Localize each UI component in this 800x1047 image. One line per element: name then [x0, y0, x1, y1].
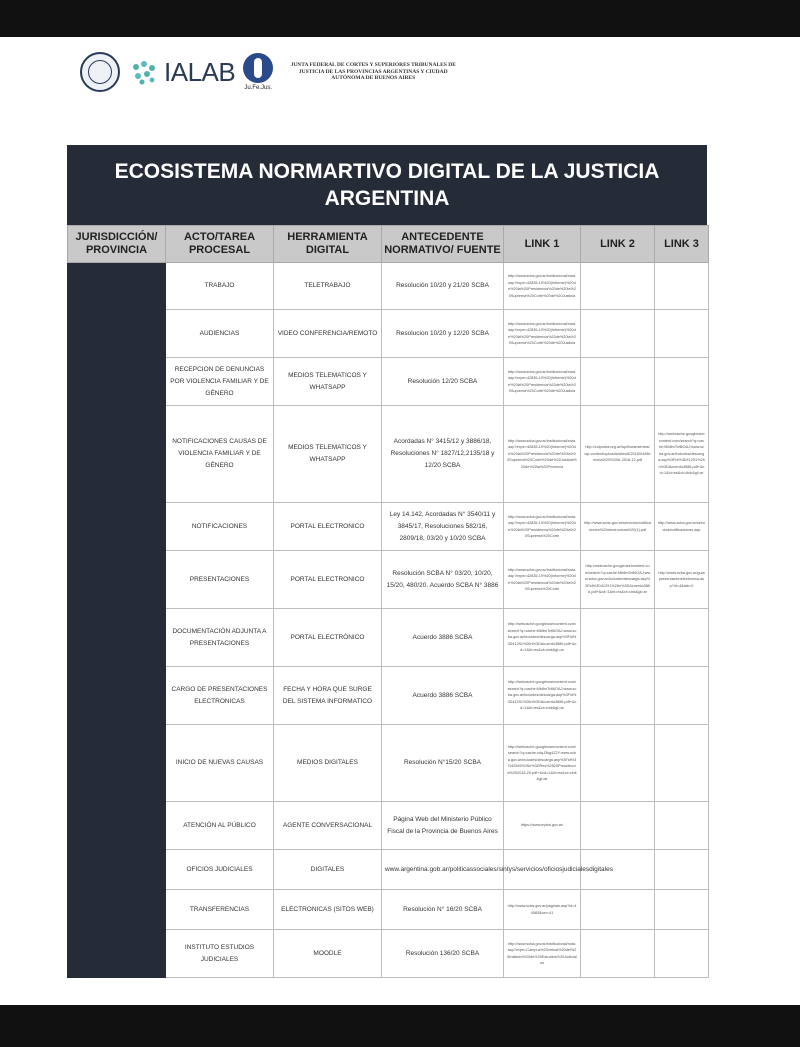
link3-cell: [655, 890, 709, 930]
antecedente-cell: Resolución 10/20 y 21/20 SCBA: [382, 263, 504, 310]
link1-cell[interactable]: http://www.scba.gov.ar/institucional/nota.asp?expe=42835-19%20(Informe)%20de%20la%20Presidencia%20de%20la%20Suprema%20Corte%20de%20Justicia: [504, 310, 581, 358]
top-black-bar: [0, 0, 800, 37]
acto-cell: NOTIFICACIONES CAUSAS DE VIOLENCIA FAMILIAR Y DE GÉNERO: [166, 406, 274, 503]
header-logos: [80, 48, 463, 96]
link1-cell[interactable]: http://webcache.googleusercontent.com/search?q=cache:Mb8mTcfl6OAJ:www.scba.gov.ar/includes/descarga.asp%3Fid%3D41291%26n%3DAcuerdo3886.pdf+&cd=1&hl=es&ct=clnk&gl=ar: [504, 609, 581, 667]
col-header-acto: ACTO/TAREA PROCESAL: [166, 226, 274, 263]
bottom-black-bar: [0, 1005, 800, 1047]
page-title: ECOSISTEMA NORMARTIVO DIGITAL DE LA JUSTICIA ARGENTINA: [67, 145, 707, 225]
jufejus-mark-icon: [243, 53, 273, 83]
antecedente-cell: Resolución N°15/20 SCBA: [382, 725, 504, 802]
table-header-row: [68, 226, 709, 263]
antecedente-cell: Resolución N° 16/20 SCBA: [382, 890, 504, 930]
link3-cell[interactable]: http://www.scba.gov.ar/servicios/notificaciones.asp: [655, 503, 709, 551]
acto-cell: OFICIOS JUDICIALES: [166, 850, 274, 890]
herramienta-cell: VIDEO CONFERENCIA/REMOTO: [274, 310, 382, 358]
antecedente-cell: Resolucion 10/20 y 12/20 SCBA: [382, 310, 504, 358]
acto-cell: ATENCIÓN AL PÚBLICO: [166, 802, 274, 850]
acto-cell: NOTIFICACIONES: [166, 503, 274, 551]
link3-cell: [655, 310, 709, 358]
link1-cell[interactable]: http://www.scba.gov.ar/paginas.asp?id=44583&ver=41: [504, 890, 581, 930]
herramienta-cell: TELETRABAJO: [274, 263, 382, 310]
link3-cell: [655, 609, 709, 667]
link2-cell[interactable]: http://www.scba.gov.ar/servicios/notificaciones%20electronicas%20(1).pdf: [581, 503, 655, 551]
link1-cell[interactable]: http://www.scba.gov.ar/institucional/nota.asp?expe=42835-19%20(Informe)%20de%20la%20Presidencia%20de%20la%20Suprema%20Corte%20de%20Justicia: [504, 358, 581, 406]
antecedente-cell: Resolución 136/20 SCBA: [382, 930, 504, 978]
jufejus-label: Ju.Fe.Jus.: [244, 85, 273, 91]
link2-cell[interactable]: http://colproba.org.ar/wp/lineamientos/wp-content/uploads/sites/8/2018/04/Memoria%20SCBA-2018-12.pdf: [581, 406, 655, 503]
herramienta-cell: MEDIOS DIGITALES: [274, 725, 382, 802]
antecedente-cell: Acuerdo 3886 SCBA: [382, 667, 504, 725]
link3-cell: [655, 930, 709, 978]
link3-cell[interactable]: http://webcache.googleusercontent.com/search?q=cache:Mb8mTcfl6OAJ:www.scba.gov.ar/includes/descarga.asp%3Fid%3D41291%26n%3DAcuerdo3886.pdf+&cd=1&hl=es&ct=clnk&gl=ar: [655, 406, 709, 503]
herramienta-cell: MEDIOS TELEMATICOS Y WHATSAPP: [274, 358, 382, 406]
acto-cell: CARGO DE PRESENTACIONES ELECTRONICAS: [166, 667, 274, 725]
link2-cell: [581, 890, 655, 930]
herramienta-cell: FECHA Y HORA QUE SURGE DEL SISTEMA INFORMATICO: [274, 667, 382, 725]
link2-cell: [581, 358, 655, 406]
herramienta-cell: AGENTE CONVERSACIONAL: [274, 802, 382, 850]
acto-cell: AUDIENCIAS: [166, 310, 274, 358]
link2-cell: [581, 310, 655, 358]
acto-cell: TRABAJO: [166, 263, 274, 310]
antecedente-cell: Acuerdo 3886 SCBA: [382, 609, 504, 667]
link2-cell[interactable]: http://webcache.googleusercontent.com/search?q=cache:Mb8mTcfl6OAJ:www.scba.gov.ar/includes/descarga.asp%3Fid%3D41291%26n%3DAcuerdo3886.pdf+&cd=1&hl=es&ct=clnk&gl=ar: [581, 551, 655, 609]
acto-cell: PRESENTACIONES: [166, 551, 274, 609]
antecedente-cell: www.argentina.gob.ar/politicassociales/sintys/servicios/oficiosjudicialesdigitales: [382, 850, 504, 890]
link3-cell: [655, 850, 709, 890]
link1-cell[interactable]: https://www.mpba.gov.ar/: [504, 802, 581, 850]
table-row: [68, 263, 709, 310]
herramienta-cell: PORTAL ELECTRONICO: [274, 503, 382, 551]
link1-cell[interactable]: http://www.scba.gov.ar/institucional/nota.asp?expe=42835-19%20(Informe)%20de%20la%20Presidencia%20de%20la%20Suprema%20Corte: [504, 503, 581, 551]
link2-cell: [581, 802, 655, 850]
col-header-link2: LINK 2: [581, 226, 655, 263]
link3-cell: [655, 725, 709, 802]
link1-cell[interactable]: http://www.scba.gov.ar/institucional/nota.asp?expe=Campus%20virtual%20del%20Instituto%20de%20Estudios%20Judiciales: [504, 930, 581, 978]
herramienta-cell: MEDIOS TELEMATICOS Y WHATSAPP: [274, 406, 382, 503]
col-header-link1: LINK 1: [504, 226, 581, 263]
col-header-link3: LINK 3: [655, 226, 709, 263]
link3-cell: [655, 802, 709, 850]
link1-cell[interactable]: http://www.scba.gov.ar/institucional/nota.asp?expe=42835-19%20(Informe)%20de%20la%20Presidencia%20de%20la%20Suprema%20Corte: [504, 551, 581, 609]
acto-cell: INICIO DE NUEVAS CAUSAS: [166, 725, 274, 802]
col-header-herramienta: HERRAMIENTA DIGITAL: [274, 226, 382, 263]
brain-network-icon: [130, 59, 158, 85]
ialab-logo: IALAB: [164, 56, 236, 87]
link1-cell[interactable]: http://webcache.googleusercontent.com/search?q=cache:xdqJ3kg4Z2Y:www.scba.gov.ar/includes/descarga.asp%3Fid%3D42545%26n%3DRes%2520Presidencia%252015-20.pdf+&cd=1&hl=es&ct=clnk&gl=ar: [504, 725, 581, 802]
link1-cell[interactable]: http://www.scba.gov.ar/institucional/nota.asp?expe=42835-19%20(Informe)%20de%20la%20Presidencia%20de%20la%20Suprema%20Corte%20de%20Justicia%20de%20la%20Provincia: [504, 406, 581, 503]
link1-cell[interactable]: http://www.scba.gov.ar/institucional/nota.asp?expe=42835-19%20(Informe)%20de%20la%20Presidencia%20de%20la%20Suprema%20Corte%20de%20Justicia: [504, 263, 581, 310]
herramienta-cell: MOODLE: [274, 930, 382, 978]
table-body: [68, 263, 709, 978]
link3-cell[interactable]: http://www.scba.gov.ar/guiapresentacionelectronica.asp?id=4&tab=0: [655, 551, 709, 609]
link1-cell[interactable]: http://webcache.googleusercontent.com/search?q=cache:Mb8mTcfl6OAJ:www.scba.gov.ar/includes/descarga.asp%3Fid%3D41291%26n%3DAcuerdo3886.pdf+&cd=1&hl=es&ct=clnk&gl=ar: [504, 667, 581, 725]
antecedente-cell: Resolución 12/20 SCBA: [382, 358, 504, 406]
link2-cell: [581, 667, 655, 725]
junta-federal-text: JUNTA FEDERAL DE CORTES Y SUPERIORES TRIBUNALES DE JUSTICIA DE LAS PROVINCIAS ARGENTINAS Y CIUDAD AUTÓNOMA DE BUENOS AIRES: [290, 62, 456, 82]
acto-cell: TRANSFERENCIAS: [166, 890, 274, 930]
herramienta-cell: ELECTRONICAS (SITOS WEB): [274, 890, 382, 930]
acto-cell: INSTITUTO ESTUDIOS JUDICIALES: [166, 930, 274, 978]
herramienta-cell: PORTAL ELECTRONICO: [274, 551, 382, 609]
antecedente-cell: Página Web del Ministerio Público Fiscal de la Provincia de Buenos Aires: [382, 802, 504, 850]
acto-cell: DOCUMENTACIÓN ADJUNTA A PRESENTACIONES: [166, 609, 274, 667]
link2-cell: [581, 263, 655, 310]
antecedente-cell: Acordadas N° 3415/12 y 3886/18, Resoluciones N° 1827/12,2135/18 y 12/20 SCBA: [382, 406, 504, 503]
herramienta-cell: PORTAL ELECTRÓNICO: [274, 609, 382, 667]
jufejus-logo: [243, 53, 273, 91]
normative-table: [67, 225, 709, 978]
acto-cell: RECEPCION DE DENUNCIAS POR VIOLENCIA FAMILIAR Y DE GÉNERO: [166, 358, 274, 406]
col-header-jurisdiccion: JURISDICCIÓN/ PROVINCIA: [68, 226, 166, 263]
link3-cell: [655, 358, 709, 406]
court-seal-icon: [80, 52, 120, 92]
antecedente-cell: Ley 14.142, Acordadas N° 3540/11 y 3845/17, Resoluciones 582/16, 2809/18, 03/20 y 10/20 SCBA: [382, 503, 504, 551]
link3-cell: [655, 667, 709, 725]
herramienta-cell: DIGITALES: [274, 850, 382, 890]
col-header-antecedente: ANTECEDENTE NORMATIVO/ FUENTE: [382, 226, 504, 263]
jurisdiccion-cell: [68, 263, 166, 978]
link2-cell: [581, 930, 655, 978]
link2-cell: [581, 609, 655, 667]
link3-cell: [655, 263, 709, 310]
antecedente-cell: Resolución SCBA N° 03/20, 10/20, 15/20, 480/20. Acuerdo SCBA N° 3886: [382, 551, 504, 609]
link2-cell: [581, 725, 655, 802]
